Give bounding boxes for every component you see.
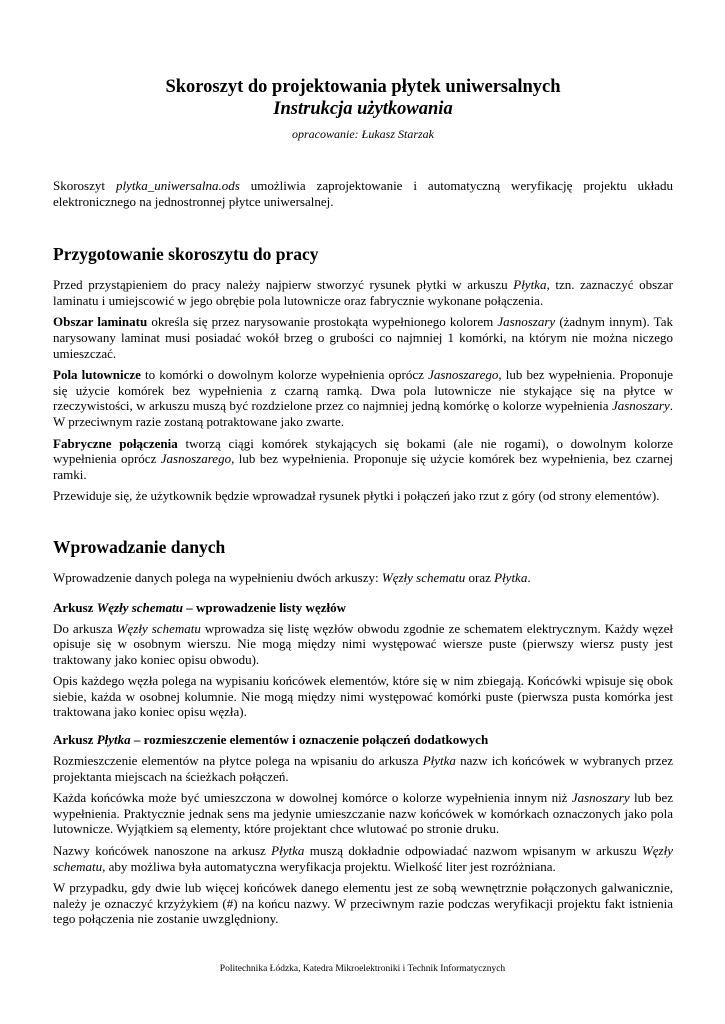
- paragraph-nodes-2: Opis każdego węzła polega na wypisaniu końcówek elementów, które się w nim zbiegają. Końcówki wpisuje się obok siebie, każda w osobnej kolumnie. Nie mogą między nimi występować komórki puste (pierwsza pusta komórka jest traktowana jako koniec opisu węzła).: [53, 673, 673, 720]
- term-factory-connections: Fabryczne połączenia: [53, 435, 178, 451]
- paragraph-nodes-1: Do arkusza Węzły schematu wprowadza się listę węzłów obwodu zgodnie ze schematem elektrycznym. Każdy węzeł opisuje się w osobnym wierszu. Nie mogą między nimi występować wiersze puste (pierwszy wiersz pusty jest traktowany jako koniec opisu obwodu).: [53, 620, 674, 667]
- subsection-heading-board: Arkusz Płytka – rozmieszczenie elementów i oznaczenie połączeń dodatkowych: [53, 732, 489, 748]
- paragraph-preparation-1: Przed przystąpieniem do pracy należy najpierw stworzyć rysunek płytki w arkuszu Płytka, tzn. zaznaczyć obszar laminatu i umiejscowić w jego obrębie pola lutownicze oraz fabrycznie wykonane połączenia.: [53, 277, 674, 308]
- document-author: opracowanie: Łukasz Starzak: [292, 127, 434, 141]
- paragraph-solder-pads: Pola lutownicze to komórki o dowolnym kolorze wypełnienia oprócz Jasnoszarego, lub bez wypełnienia. Proponuje się użycie komórek bez wypełnienia z czarną ramką. Dwa pola lutownicze nie stykające się na płytce w rzeczywistości, w arkuszu muszą być rozdzielone przez co najmniej jedną komórkę o kolorze wypełnienia Jasnoszary. W przeciwnym razie zostaną potraktowane jako zwarte.: [53, 367, 673, 429]
- subsection-heading-nodes: Arkusz Węzły schematu – wprowadzenie listy węzłów: [53, 599, 346, 615]
- paragraph-factory-connections: Fabryczne połączenia tworzą ciągi komórek stykających się bokami (ale nie rogami), o dowolnym kolorze wypełnienia oprócz Jasnoszarego, lub bez wypełnienia. Proponuje się użycie komórek bez wypełnienia, bez czarnej ramki.: [53, 435, 674, 482]
- term-solder-pads: Pola lutownicze: [53, 367, 141, 383]
- paragraph-laminate: Obszar laminatu określa się przez narysowanie prostokąta wypełnionego kolorem Jasnoszary (żadnym innym). Tak narysowany laminat musi posiadać wokół brzeg o grubości co najmniej 1 komórki, na którym nie można niczego umieszczać.: [53, 314, 673, 361]
- section-heading-preparation: Przygotowanie skoroszytu do pracy: [53, 244, 319, 265]
- file-name: plytka_uniwersalna.ods: [115, 178, 240, 193]
- paragraph-data-entry: Wprowadzenie danych polega na wypełnieniu dwóch arkuszy: Węzły schematu oraz Płytka.: [53, 569, 531, 585]
- paragraph-board-1: Rozmieszczenie elementów na płytce polega na wpisaniu do arkusza Płytka nazw ich końcówek w wybranych przez projektanta miejscach na ścieżkach połączeń.: [53, 753, 673, 784]
- intro-paragraph: Skoroszyt plytka_uniwersalna.ods umożliwia zaprojektowanie i automatyczną weryfikację projektu układu elektronicznego na jednostronnej płytce uniwersalnej.: [53, 178, 673, 209]
- document-content: [53, 76, 673, 933]
- paragraph-preparation-view: Przewiduje się, że użytkownik będzie wprowadzał rysunek płytki i połączeń jako rzut z góry (od strony elementów).: [53, 488, 660, 504]
- paragraph-board-3: Nazwy końcówek nanoszone na arkusz Płytka muszą dokładnie odpowiadać nazwom wpisanym w arkuszu Węzły schematu, aby możliwa była automatyczna weryfikacja projektu. Wielkość liter jest rozróżniana.: [53, 843, 673, 874]
- page-footer: Politechnika Łódzka, Katedra Mikroelektroniki i Technik Informatycznych: [219, 964, 506, 974]
- document-title: Skoroszyt do projektowania płytek uniwersalnych: [165, 77, 561, 97]
- paragraph-board-2: Każda końcówka może być umieszczona w dowolnej komórce o kolorze wypełnienia innym niż Jasnoszary lub bez wypełnienia. Praktycznie jednak sens ma jedynie umieszczanie nazw końcówek w komórkach oznaczonych jako pola lutownicze. Wyjątkiem są elementy, które projektant chce wlutować po stronie druku.: [53, 790, 673, 837]
- paragraph-board-4: W przypadku, gdy dwie lub więcej końcówek danego elementu jest ze sobą wewnętrznie połączonych galwanicznie, należy je oznaczyć krzyżykiem (#) na końcu nazwy. W przeciwnym razie podczas weryfikacji projektu fakt istnienia tego połączenia nie zostanie uwzględniony.: [53, 880, 673, 927]
- term-laminate: Obszar laminatu: [53, 314, 148, 330]
- document-subtitle: Instrukcja użytkowania: [273, 99, 453, 119]
- section-heading-data-entry: Wprowadzanie danych: [53, 536, 226, 557]
